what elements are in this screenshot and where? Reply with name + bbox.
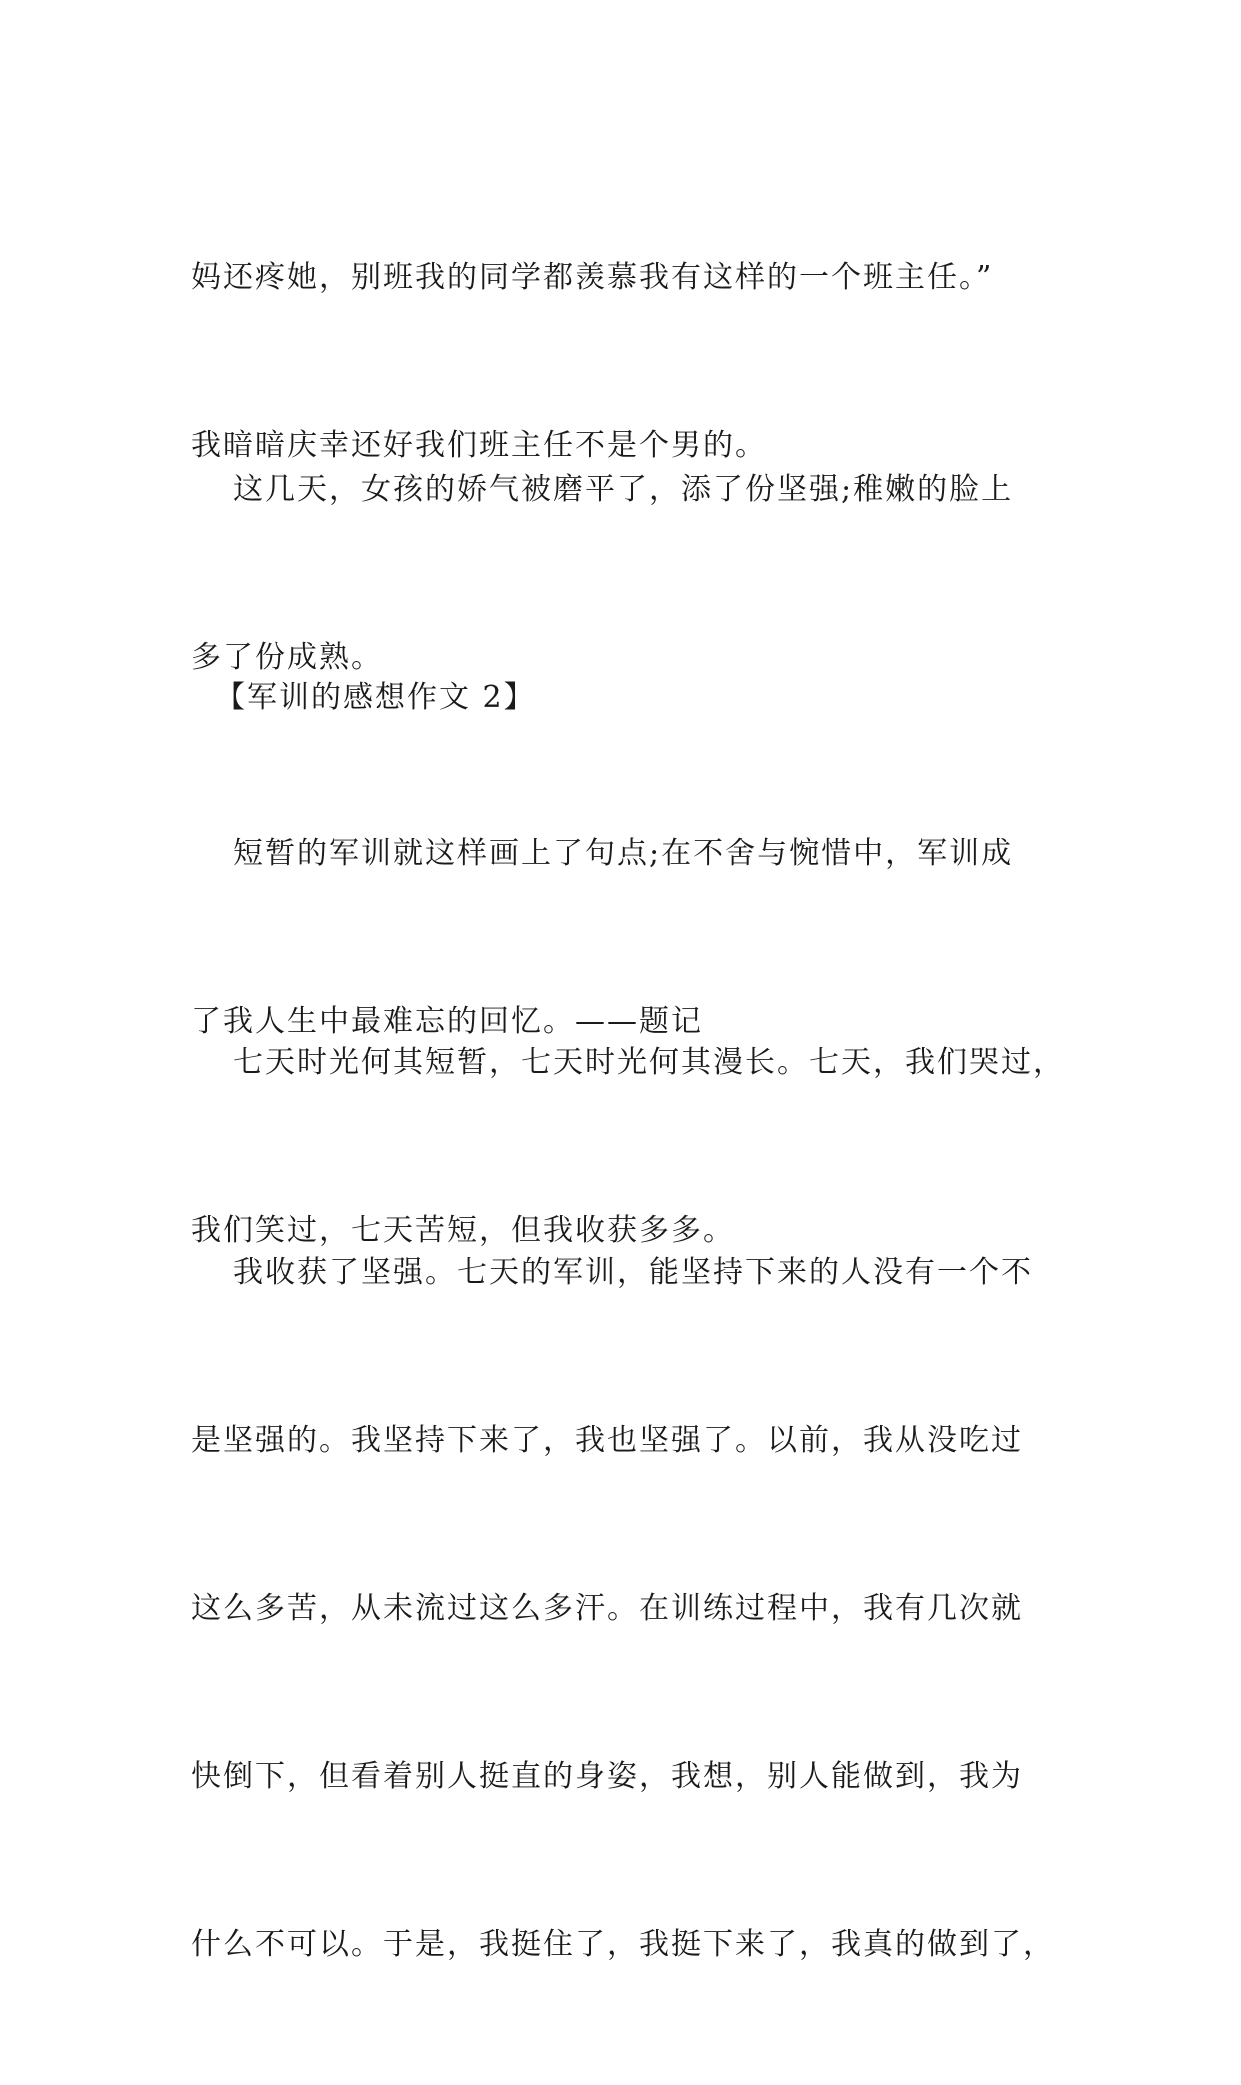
text-line: 是坚强的。我坚持下来了，我也坚强了。以前，我从没吃过: [191, 1423, 1023, 1458]
text-line: 快倒下，但看着别人挺直的身姿，我想，别人能做到，我为: [191, 1759, 1023, 1794]
text-line: 我们笑过，七天苦短，但我收获多多。: [191, 1213, 735, 1248]
text-line: 我收获了坚强。七天的军训，能坚持下来的人没有一个不: [233, 1255, 1033, 1290]
text-line: 七天时光何其短暂，七天时光何其漫长。七天，我们哭过，: [233, 1045, 1065, 1080]
text-line: 了我人生中最难忘的回忆。——题记: [191, 1004, 703, 1039]
heading-text: 【军训的感想作文 2】: [215, 680, 536, 715]
text-line: 短暂的军训就这样画上了句点;在不舍与惋惜中，军训成: [233, 836, 1014, 871]
text-line: 这几天，女孩的娇气被磨平了，添了份坚强;稚嫩的脸上: [233, 472, 1014, 507]
text-line: 我暗暗庆幸还好我们班主任不是个男的。: [191, 428, 767, 463]
text-line: 多了份成熟。: [191, 640, 383, 675]
text-line: 妈还疼她，别班我的同学都羡慕我有这样的一个班主任。”: [191, 260, 994, 295]
text-line: 什么不可以。于是，我挺住了，我挺下来了，我真的做到了，: [191, 1927, 1055, 1962]
text-line: 这么多苦，从未流过这么多汗。在训练过程中，我有几次就: [191, 1591, 1023, 1626]
paragraph-gained-strength: [191, 1133, 1055, 2085]
